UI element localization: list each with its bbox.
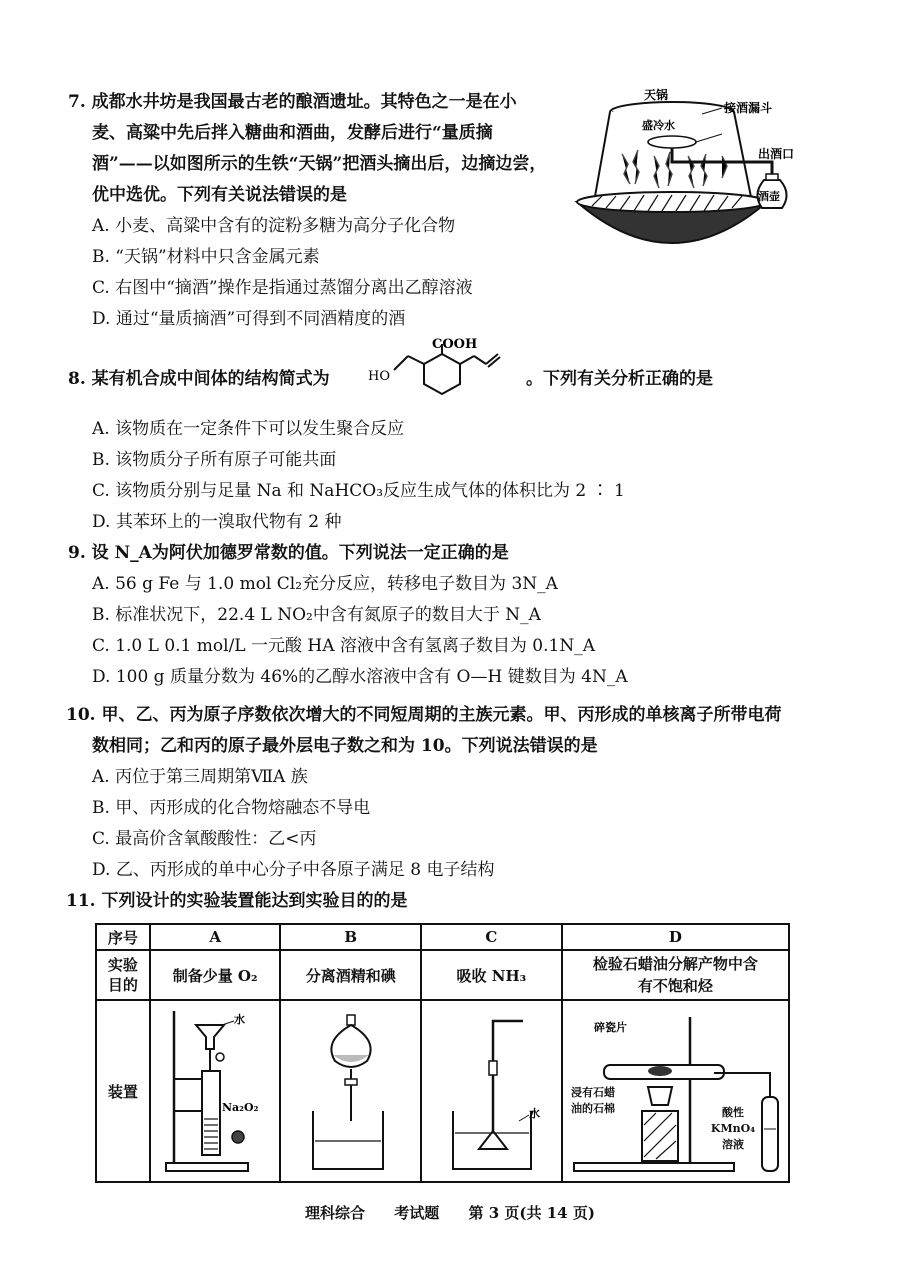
ho-label: HO [368, 369, 390, 384]
purpose-c: 吸收 NH₃ [421, 950, 562, 1000]
apparatus-d-drawing [564, 1001, 786, 1177]
q7-option-d: D. 通过“量质摘酒”可得到不同酒精度的酒 [92, 309, 406, 329]
purpose-b: 分离酒精和碘 [280, 950, 421, 1000]
q8-option-b: B. 该物质分子所有原子可能共面 [92, 450, 337, 470]
label-c-water: 水 [529, 1107, 541, 1120]
q10-option-a: A. 丙位于第三周期第ⅦA 族 [92, 767, 308, 787]
structure-formula [362, 336, 520, 398]
q7-line1: 7. 成都水井坊是我国最古老的酿酒遗址。其特色之一是在小 [68, 92, 517, 112]
q10-option-b: B. 甲、丙形成的化合物熔融态不导电 [92, 798, 371, 818]
label-d-kmno4-wrap [710, 1105, 762, 1165]
experiment-table [95, 923, 790, 1183]
q7-line2: 麦、高粱中先后拌入糖曲和酒曲，发酵后进行“量质摘 [92, 123, 493, 143]
q8-option-a: A. 该物质在一定条件下可以发生聚合反应 [92, 419, 405, 439]
purpose-a: 制备少量 O₂ [150, 950, 281, 1000]
label-jiuhu: 酒壶 [758, 190, 780, 203]
apparatus-a [150, 1000, 281, 1182]
footer-page: 第 3 页(共 14 页) [468, 1204, 595, 1222]
apparatus-c-drawing [423, 1001, 559, 1177]
q9-option-d: D. 100 g 质量分数为 46%的乙醇水溶液中含有 O—H 键数目为 4N_A [92, 667, 628, 687]
row-apparatus-label: 装置 [96, 1000, 150, 1182]
label-jiejiu: 接酒漏斗 [724, 101, 773, 115]
tianguo-distillation-figure [572, 84, 822, 252]
q9-option-a: A. 56 g Fe 与 1.0 mol Cl₂充分反应，转移电子数目为 3N_A [92, 574, 558, 594]
label-a-water: 水 [234, 1013, 246, 1026]
footer-subject: 理科综合 [305, 1204, 366, 1222]
purpose-d: 检验石蜡油分解产物中含有不饱和烃 [562, 950, 789, 1000]
q10-option-c: C. 最高价含氧酸酸性：乙<丙 [92, 829, 317, 849]
q7-option-b: B. “天锅”材料中只含金属元素 [92, 247, 320, 267]
apparatus-a-drawing [152, 1001, 278, 1177]
apparatus-c [421, 1000, 562, 1182]
header-c: C [421, 924, 562, 950]
label-chujiu: 出酒口 [758, 147, 795, 161]
q7-option-a: A. 小麦、高粱中含有的淀粉多糖为高分子化合物 [92, 216, 456, 236]
q8-option-c: C. 该物质分别与足量 Na 和 NaHCO₃反应生成气体的体积比为 2 ∶ 1 [92, 481, 625, 501]
label-tianguo: 天锅 [644, 88, 669, 102]
q7-line4: 优中选优。下列有关说法错误的是 [92, 185, 347, 205]
header-index: 序号 [96, 924, 150, 950]
q8-suffix: 。下列有关分析正确的是 [526, 369, 713, 389]
q11-stem: 11. 下列设计的实验装置能达到实验目的的是 [66, 891, 408, 911]
q9-stem: 9. 设 N_A为阿伏加德罗常数的值。下列说法一定正确的是 [68, 543, 509, 563]
apparatus-d [562, 1000, 789, 1182]
q10-line1: 10. 甲、乙、丙为原子序数依次增大的不同短周期的主族元素。甲、丙形成的单核离子所带电荷 [66, 705, 782, 725]
header-b: B [280, 924, 421, 950]
label-lengshui: 盛冷水 [642, 119, 675, 132]
label-d-kmno4: 酸性KMnO₄溶液 [711, 1106, 756, 1151]
q8-prefix: 8. 某有机合成中间体的结构简式为 [68, 369, 330, 389]
q7-option-c: C. 右图中“摘酒”操作是指通过蒸馏分离出乙醇溶液 [92, 278, 473, 298]
label-d-shimian-wrap [570, 1085, 628, 1145]
label-a-na2o2: Na₂O₂ [222, 1101, 259, 1114]
q10-option-d: D. 乙、丙形成的单中心分子中各原子满足 8 电子结构 [92, 860, 495, 880]
header-a: A [150, 924, 281, 950]
page-footer [0, 1202, 900, 1223]
row-purpose-label: 实验目的 [96, 950, 150, 1000]
apparatus-b-drawing [283, 1001, 419, 1177]
label-d-ci: 碎瓷片 [594, 1021, 628, 1034]
q10-line2: 数相同；乙和丙的原子最外层电子数之和为 10。下列说法错误的是 [92, 736, 598, 756]
q9-option-b: B. 标准状况下，22.4 L NO₂中含有氮原子的数目大于 N_A [92, 605, 541, 625]
header-d: D [562, 924, 789, 950]
q9-option-c: C. 1.0 L 0.1 mol/L 一元酸 HA 溶液中含有氢离子数目为 0.1N_A [92, 636, 595, 656]
label-d-shimian: 浸有石蜡油的石棉 [571, 1086, 616, 1115]
cooh-label: COOH [432, 337, 478, 352]
q7-line3: 酒”——以如图所示的生铁“天锅”把酒头摘出后，边摘边尝， [92, 154, 547, 174]
footer-type: 考试题 [394, 1204, 440, 1222]
apparatus-b [280, 1000, 421, 1182]
q8-option-d: D. 其苯环上的一溴取代物有 2 种 [92, 512, 342, 532]
